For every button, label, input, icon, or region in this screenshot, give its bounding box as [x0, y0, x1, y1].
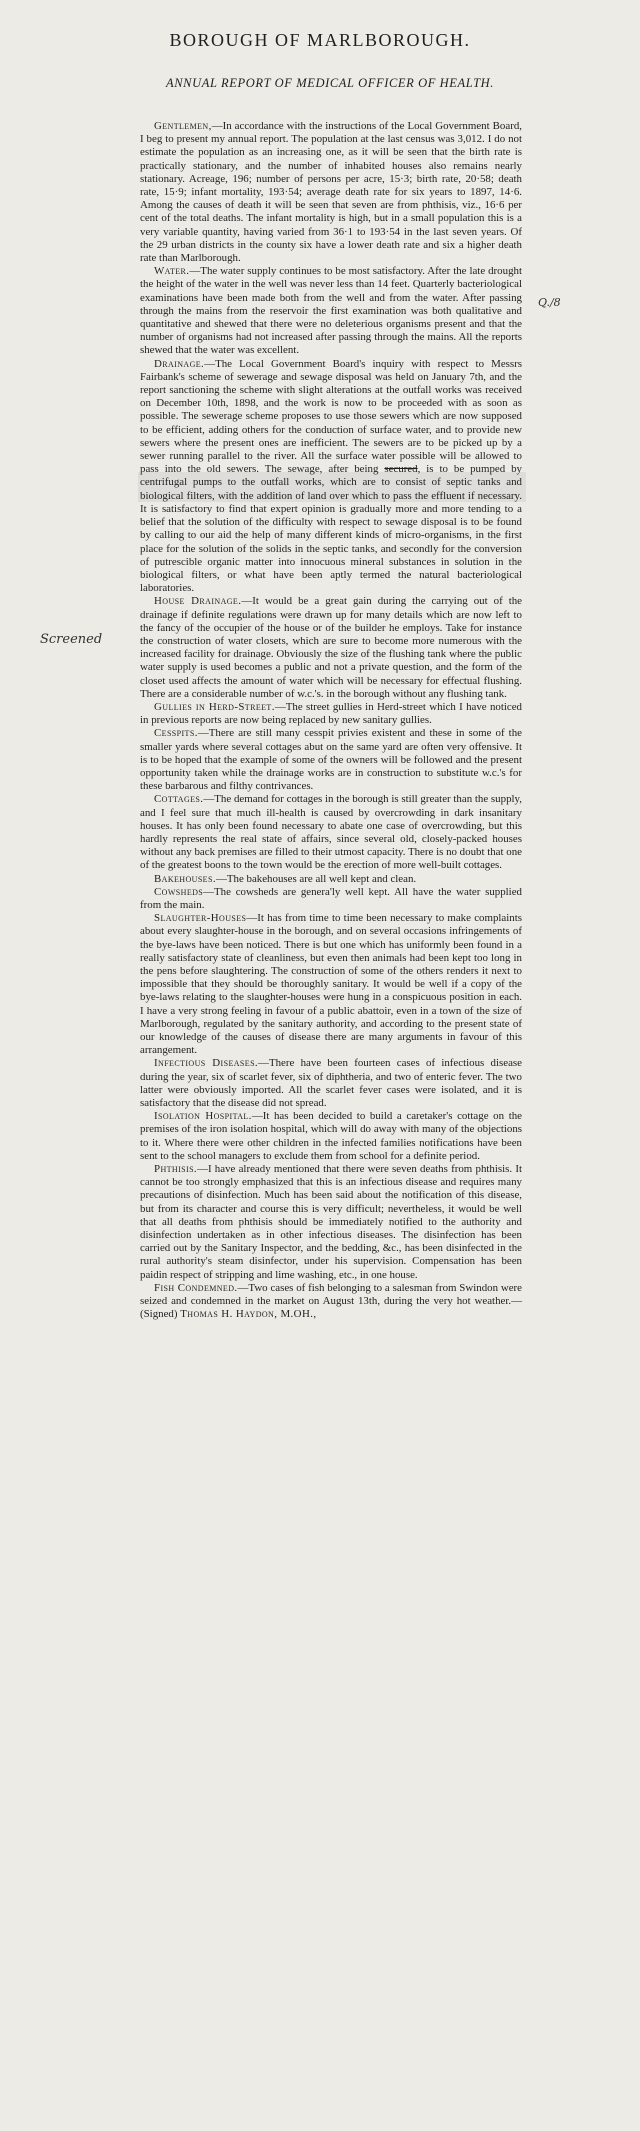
paragraph-text: —It would be a great gain during the carrying out of the drainage if definite regulations were drawn up for many details which are now left to the fancy of the occupier of the house or of the builder he employs. Take for instance the construction of water closets, which are sure to become more numerous with the increased facility for drainage. Obviously the size of the flushing tank where the public water supply is used becomes a public and not a private question, and the form of the closet used affects the amount of water which will be necessary for effectual flushing. There are a considerable number of w.c.'s. in the borough without any flushing tank. — [140, 595, 522, 700]
paragraph-house-drainage — [140, 595, 522, 701]
paragraph-heading: Isolation Hospital. — [154, 1110, 252, 1123]
paragraph-heading: Cesspits. — [154, 727, 198, 740]
paragraph-text: —It has been decided to build a caretaker's cottage on the premises of the iron isolation hospital, which will do away with many of the objections to it. Where there were other children in the infected families notifications have been sent to the school managers to exclude them from school for a definite period. — [140, 1110, 522, 1162]
paragraph-heading: Gentlemen, — [154, 120, 212, 132]
paragraph-text: —The Local Government Board's inquiry with respect to Messrs Fairbank's scheme of sewerage and sewage disposal was held on January 7th, and the report sanctioning the scheme with slight alterations at the outfall works was received on December 10th, 1898, and the work is now to be proceeded with as soon as possible. The sewerage scheme proposes to use those sewers which are now supposed to be efficient, adding others for the conduction of surface water, and to provide new sewers where the present ones are inefficient. The sewers are to be picked up by a sewer running parallel to the river. All the surface water possible will be allowed to pass into the old sewers. The sewage, after being — [140, 357, 522, 476]
paragraph-text: —The street gullies in Herd-street which I have noticed in previous reports are now being replaced by new sanitary gullies. — [140, 700, 523, 727]
handwritten-note-screened: Screened — [40, 632, 103, 647]
paragraph-text: —Two cases of fish belonging to a salesman from Swindon were seized and condemned in the market on August 13th, during the very hot weather.—(Signed) — [140, 1281, 522, 1321]
paragraph-heading: Infectious Diseases. — [154, 1057, 259, 1070]
paragraph-water — [140, 265, 522, 357]
paragraph-heading: Cottages. — [154, 793, 204, 806]
paragraph-text: —The bakehouses are all well kept and clean. — [215, 872, 417, 885]
paragraph-text: —There have been fourteen cases of infectious disease during the year, six of scarlet fever, six of diphtheria, and two of enteric fever. The two latter were obviously imported. All the scarlet fever cases were isolated, and it is satisfactory that the disease did not spread. — [140, 1057, 522, 1110]
paragraph-text: —The cowsheds are genera'ly well kept. All have the water supplied from the main. — [140, 885, 522, 911]
paragraph-heading: Water. — [154, 265, 190, 278]
paragraph-gullies — [140, 701, 522, 727]
paragraph-text: —It has from time to time been necessary to make complaints about every slaughter-house in the borough, and on several occasions infringements of the bye-laws have been noticed. There is but one which has uniformly been found in a really satisfactory state of cleanliness, but even then animals had been kept too long in the pens before slaughtering. The construction of some of the others renders it next to impossible that they should be thoroughly sanitary. It would be well if a copy of the bye-laws relating to the slaughter-houses were hung in a conspicuous position in each. I have a very strong feeling in favour of a public abattoir, even in a town of the size of Marlborough, regulated by the sanitary authority, and according to the present state of our knowledge of the causes of disease there are many arguments in favour of this arrangement. — [140, 912, 522, 1057]
handwritten-correction: Q./8 — [538, 296, 561, 309]
paragraph-isolation-hospital — [140, 1110, 522, 1163]
paragraph-heading: Cowsheds — [154, 885, 204, 898]
paragraph-heading: Fish Condemned. — [154, 1281, 238, 1294]
paragraph-text-continued: , is to be pumped by centrifugal pumps to the outfall works, which are to consist of septic tanks and biological filters, with the addition of land over which to pass the effluent if necessary. It is satisfactory to find that expert opinion is gradually more and more tending to a belief that the solution of the difficulty with respect to sewage disposal is to be found by calling to our aid the help of many different kinds of micro-organisms, in the first place for the solution of the solids in the septic tanks, and secondly for the conversion of putrescible organic matter into innocuous mineral substances in solution in the biological filters, or what have been aptly termed the natural bacteriological laboratories. — [140, 463, 522, 595]
paragraph-drainage — [140, 358, 522, 596]
report-body — [140, 120, 522, 1321]
paragraph-heading: Phthisis. — [154, 1163, 198, 1176]
paragraph-fish-condemned — [140, 1282, 522, 1322]
paragraph-slaughter-houses — [140, 912, 522, 1057]
paragraph-cottages — [140, 793, 522, 872]
paragraph-text: —The demand for cottages in the borough is still greater than the supply, and I feel sure that much ill-health is caused by overcrowding in dark insanitary houses. It has only been found necessary to abate one case of overcrowding, but this hardly represents the real state of affairs, since several old, closely-packed houses without any back premises are filled to their utmost capacity. There is no doubt that one of the greatest boons to the town would be the erection of more well-built cottages. — [140, 793, 522, 872]
struck-word: secured — [384, 463, 418, 476]
paragraph-introduction — [140, 120, 522, 265]
paragraph-text: —In accordance with the instructions of the Local Government Board, I beg to present my annual report. The population at the last census was 3,012. I do not estimate the population as an increasing one, as it will be seen that the birth rate is practically stationary, and the number of inhabited houses also remains nearly stationary. Acreage, 196; number of persons per acre, 15·3; birth rate, 20·58; death rate, 15·9; infant mortality, 193·54; average death rate for six years to 1897, 14·6. Among the causes of death it will be seen that seven are from phthisis, viz., 16·6 per cent of the total deaths. The infant mortality is high, but in a small population this is a very variable quantity, having varied from 36·1 to 193·54 in the last seven years. Of the 29 urban districts in the county six have a lower death rate and six a higher death rate than Marlborough. — [140, 120, 522, 265]
paragraph-bakehouses — [140, 873, 522, 886]
paragraph-text: —I have already mentioned that there were seven deaths from phthisis. It cannot be too strongly emphasized that this is an infectious disease and requires many precautions of disinfection. Much has been said about the notification of this disease, but from its character and course this is very difficult; nevertheless, it would be well that all deaths from phthisis should be immediately notified to the authority and disinfection undertaken as in other infectious diseases. The disinfection has been carried out by the Sanitary Inspector, and the bedding, &c., has been disinfected in the rural authority's steam disinfector, under his supervision. Compensation has been paidin respect of stripping and lime washing, etc., in one house. — [140, 1163, 522, 1281]
paragraph-infectious-diseases — [140, 1057, 522, 1110]
paragraph-heading: Slaughter-Houses — [154, 912, 247, 925]
report-subtitle: ANNUAL REPORT OF MEDICAL OFFICER OF HEALTH. — [166, 76, 494, 90]
paragraph-phthisis — [140, 1163, 522, 1282]
paragraph-cowsheds — [140, 886, 522, 912]
signature: Thomas H. Haydon, M.OH., — [180, 1308, 317, 1321]
paragraph-heading: House Drainage. — [154, 595, 242, 608]
report-title: BOROUGH OF MARLBOROUGH. — [169, 30, 471, 50]
paragraph-heading: Bakehouses. — [154, 872, 216, 885]
paragraph-text: —There are still many cesspit privies existent and these in some of the smaller yards where several cottages abut on the same yard are often very offensive. It is to be hoped that the example of some of the owners will be followed and the present opportunity taken while the drainage works are in construction to substitute w.c.'s for these barbarous and filthy contrivances. — [140, 727, 522, 793]
paragraph-text: —The water supply continues to be most satisfactory. After the late drought the height of the water in the well was never less than 14 feet. Quarterly bacteriological examinations have been made both from the well and from the water. After passing through the mains from the reservoir the first examination was both qualitative and quantitative and shewed that there were no deleterious organisms present and that the number of organisms had not increased after passing through the mains. All the reports shewed that the water was excellent. — [140, 265, 522, 357]
paragraph-cesspits — [140, 727, 522, 793]
paragraph-heading: Drainage. — [154, 357, 205, 370]
paragraph-heading: Gullies in Herd-Street. — [154, 700, 275, 713]
